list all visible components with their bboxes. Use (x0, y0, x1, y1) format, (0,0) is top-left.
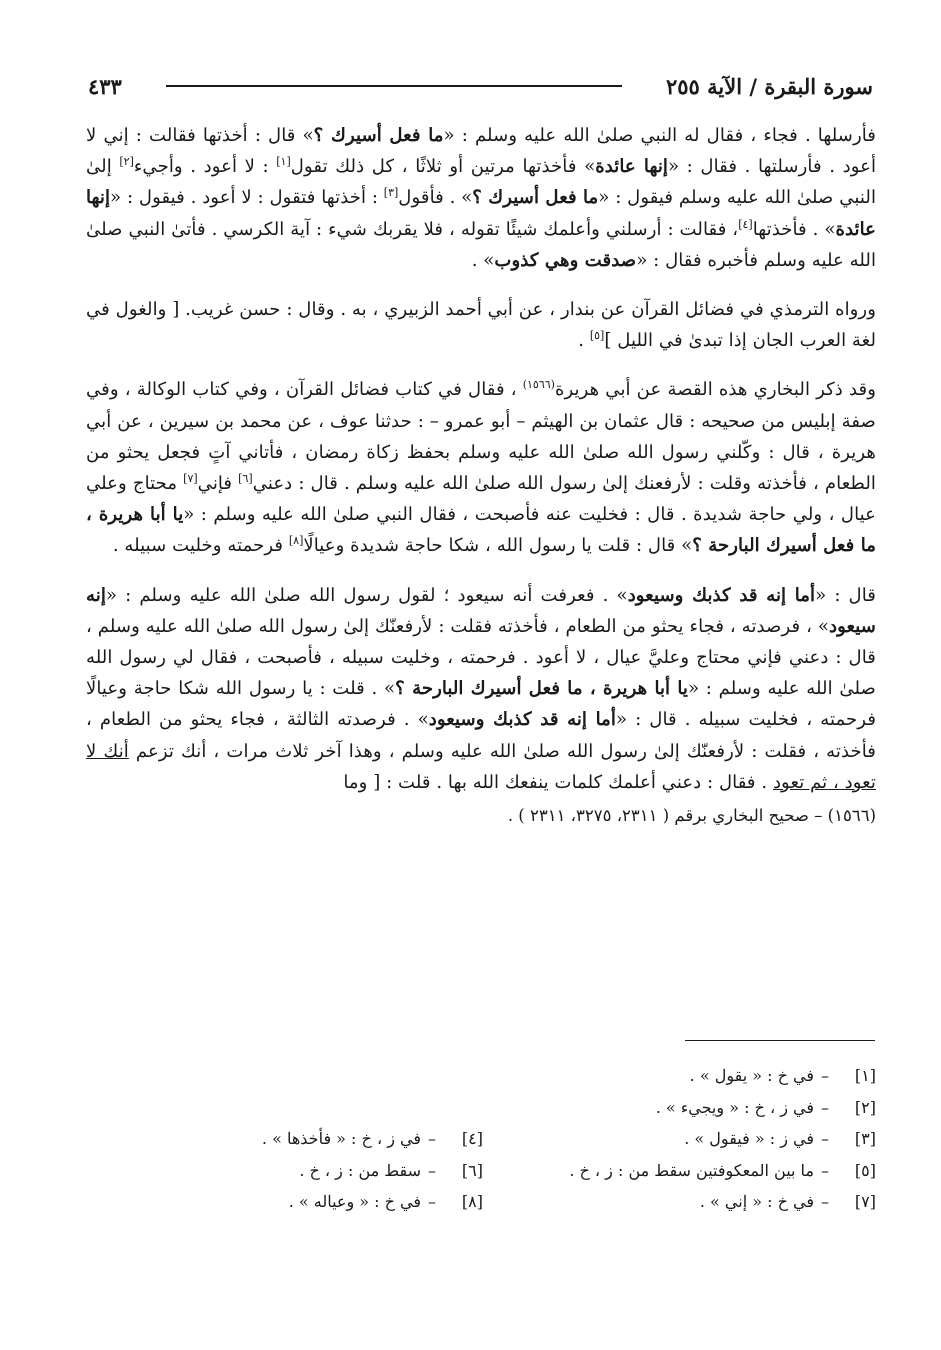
footnote-dash: – (821, 1066, 829, 1085)
footnote-number: [٧] (854, 1192, 876, 1211)
footnote-number: [٣] (854, 1129, 876, 1148)
text-run: إلىٰ النبي صلىٰ الله عليه وسلم فيقول : « (86, 156, 877, 209)
footnote-dash: – (821, 1097, 829, 1117)
footnote-text: في خ : « إني » . (699, 1192, 814, 1211)
bold-quote: صدقت وهي كذوب (494, 249, 637, 271)
text-run: ، فقالت : أرسلني وأعلمك شيئًا تقوله ، فلا يقربك شيء : آية الكرسي . فأتىٰ النبي صلىٰ الله عليه وسلم فأخبره فقال : « (86, 218, 876, 271)
footnote-text: في ز ، خ : « ويجيء » . (655, 1097, 814, 1117)
bold-quote: ما فعل أسيرك ؟ (472, 187, 599, 209)
text-run: » فأخذتها مرتين أو ثلاثًا ، كل ذلك تقول (290, 156, 596, 178)
footnote-ref[interactable]: [١] (276, 155, 291, 169)
footnote-ref[interactable]: [٧] (183, 471, 198, 485)
footnote-ref[interactable]: [٥] (589, 329, 605, 343)
footnote-number: [٦] (461, 1160, 483, 1180)
footnotes (110, 1060, 876, 1218)
header-rule (166, 85, 622, 87)
bold-quote: أما إنه قد كذبك وسيعود (428, 709, 616, 731)
footnote-separator (685, 1040, 875, 1041)
footnote-7 (503, 1186, 876, 1218)
bold-quote: إنها عائدة (595, 156, 668, 178)
text-run: » . فرصدته الثالثة ، فجاء يحثو من الطعام ، فأخذته ، فقلت : لأرفعنّك إلىٰ رسول الله صلىٰ الله عليه وسلم ، وهذا آخر ثلاث مرات ، أنك تزعم (86, 709, 876, 762)
footnote-8 (110, 1186, 483, 1218)
hadith-footnote: (١٥٦٦) – صحيح البخاري برقم ( ٢٣١١، ٣٢٧٥، ٢٣١١ ) . (507, 806, 876, 826)
text-run: » قال : أخذتها فقالت : إني لا أعود . فأرسلتها . فقال : « (86, 125, 877, 178)
bold-quote: أما إنه قد كذبك وسيعود (627, 584, 816, 606)
footnote-number: [٨] (461, 1192, 483, 1211)
footnote-dash: – (821, 1129, 829, 1148)
page-header (88, 66, 873, 106)
footnote-dash: – (428, 1129, 436, 1148)
footnote-2 (503, 1092, 876, 1124)
footnote-number: [٥] (854, 1160, 876, 1180)
text-run: ، فقال في كتاب فضائل القرآن ، وفي كتاب الوكالة ، وفي صفة إبليس من صحيحه : قال عثمان بن الهيثم – أبو عمرو – : حدثنا عوف ، عن محمد بن سيرين ، عن أبي هريرة ، قال : وكّلني رسول الله صلىٰ الله عليه وسلم بحفظ زكاة رمضان ، فأتاني آتٍ فجعل يحثو من الطعام ، فأخذته وقلت : لأرفعنك إلىٰ رسول الله صلىٰ الله عليه وسلم . قال : دعني (86, 379, 876, 495)
footnote-ref[interactable]: [٦] (238, 471, 253, 485)
text-run: . فقال : دعني أعلمك كلمات ينفعك الله بها . قلت : [ وما (343, 771, 773, 793)
text-run: : أخذتها فتقول : لا أعود . فيقول : « (110, 187, 384, 209)
footnote-empty (110, 1060, 483, 1092)
text-run: فإني (197, 473, 239, 495)
text-run: محتاج وعلي عيال ، ولي حاجة شديدة . قال : فخليت عنه فأصبحت ، فقال النبي صلىٰ الله عليه وسلم : « (86, 473, 876, 526)
hadith-ref[interactable]: (١٥٦٦) (522, 378, 555, 392)
text-run: » قال : قلت يا رسول الله ، شكا حاجة شديدة وعيالًا (303, 535, 693, 557)
paragraph-4 (86, 580, 876, 798)
footnote-text: في ز : « فيقول » . (684, 1129, 814, 1148)
footnote-5 (503, 1155, 876, 1187)
text-run: ورواه الترمذي في فضائل القرآن عن بندار ، عن أبي أحمد الزبيري ، به . وقال : حسن غريب. [ والغول في لغة العرب الجان إذا تبدىٰ في الليل ] (86, 299, 876, 352)
footnote-1 (503, 1060, 876, 1092)
bold-quote: إنه سيعود (86, 584, 876, 637)
paragraph-2 (86, 294, 876, 356)
footnote-ref[interactable]: [٤] (738, 217, 753, 231)
underlined-phrase: أنك لا تعود ، ثم تعود (86, 740, 876, 793)
footnote-dash: – (821, 1192, 829, 1211)
footnote-number: [٢] (854, 1097, 876, 1117)
footnote-text: في خ : « يقول » . (689, 1066, 814, 1085)
footnote-4 (110, 1123, 483, 1155)
running-title: سورة البقرة / الآية ٢٥٥ (665, 73, 873, 99)
footnote-6 (110, 1155, 483, 1187)
footnote-empty (110, 1092, 483, 1124)
text-run: » . فأخذتها (752, 218, 836, 240)
text-run: » . (471, 249, 495, 271)
text-run: » . فأقول (398, 187, 473, 209)
footnote-ref[interactable]: [٢] (119, 155, 134, 169)
footnote-text: في ز ، خ : « فأخذها » . (261, 1129, 421, 1148)
main-text (86, 120, 876, 831)
footnote-text: ما بين المعكوفتين سقط من : ز ، خ . (569, 1160, 814, 1180)
text-run: . (578, 330, 590, 352)
bold-quote: إنها عائدة (86, 187, 876, 240)
bold-quote: يا أبا هريرة ، ما فعل أسيرك البارحة ؟ (86, 504, 876, 557)
paragraph-3 (86, 374, 876, 561)
footnote-3 (503, 1123, 876, 1155)
text-run: » . قلت : يا رسول الله شكا حاجة وعيالًا فرحمته ، فخليت سبيله . قال : « (86, 678, 877, 731)
text-run: » ، فرصدته ، فجاء يحثو من الطعام ، فأخذته فقلت : لأرفعنّك إلىٰ رسول الله صلىٰ الله عليه وسلم ، قال : دعني فإني محتاج وعليَّ عيال ، لا أعود . فرحمته ، وخليت سبيله ، فأصبحت ، فقال لي رسول الله صلىٰ الله عليه وسلم : « (86, 615, 876, 700)
footnote-number: [٤] (461, 1129, 483, 1148)
footnote-ref[interactable]: [٨] (288, 534, 304, 548)
footnote-dash: – (428, 1192, 436, 1211)
footnote-number: [١] (854, 1066, 876, 1085)
text-run: قال : « (815, 584, 876, 606)
bold-quote: ما فعل أسيرك ؟ (313, 125, 444, 146)
text-run: وقد ذكر البخاري هذه القصة عن أبي هريرة (554, 379, 876, 401)
footnote-dash: – (428, 1160, 436, 1180)
text-run: فرحمته وخليت سبيله . (112, 535, 289, 557)
footnote-text: في خ : « وعياله » . (288, 1192, 421, 1211)
bold-quote: يا أبا هريرة ، ما فعل أسيرك البارحة ؟ (395, 678, 688, 700)
paragraph-1 (86, 120, 876, 276)
text-run: فأرسلها . فجاء ، فقال له النبي صلىٰ الله عليه وسلم : « (443, 125, 877, 146)
footnote-dash: – (821, 1160, 829, 1180)
page-number: ٤٣٣ (88, 73, 122, 99)
text-run: » . فعرفت أنه سيعود ؛ لقول رسول الله صلىٰ الله عليه وسلم : « (105, 584, 628, 606)
text-run: : لا أعود . وأجيء (133, 156, 277, 178)
footnote-ref[interactable]: [٣] (383, 186, 399, 200)
footnote-text: سقط من : ز ، خ . (299, 1160, 421, 1180)
